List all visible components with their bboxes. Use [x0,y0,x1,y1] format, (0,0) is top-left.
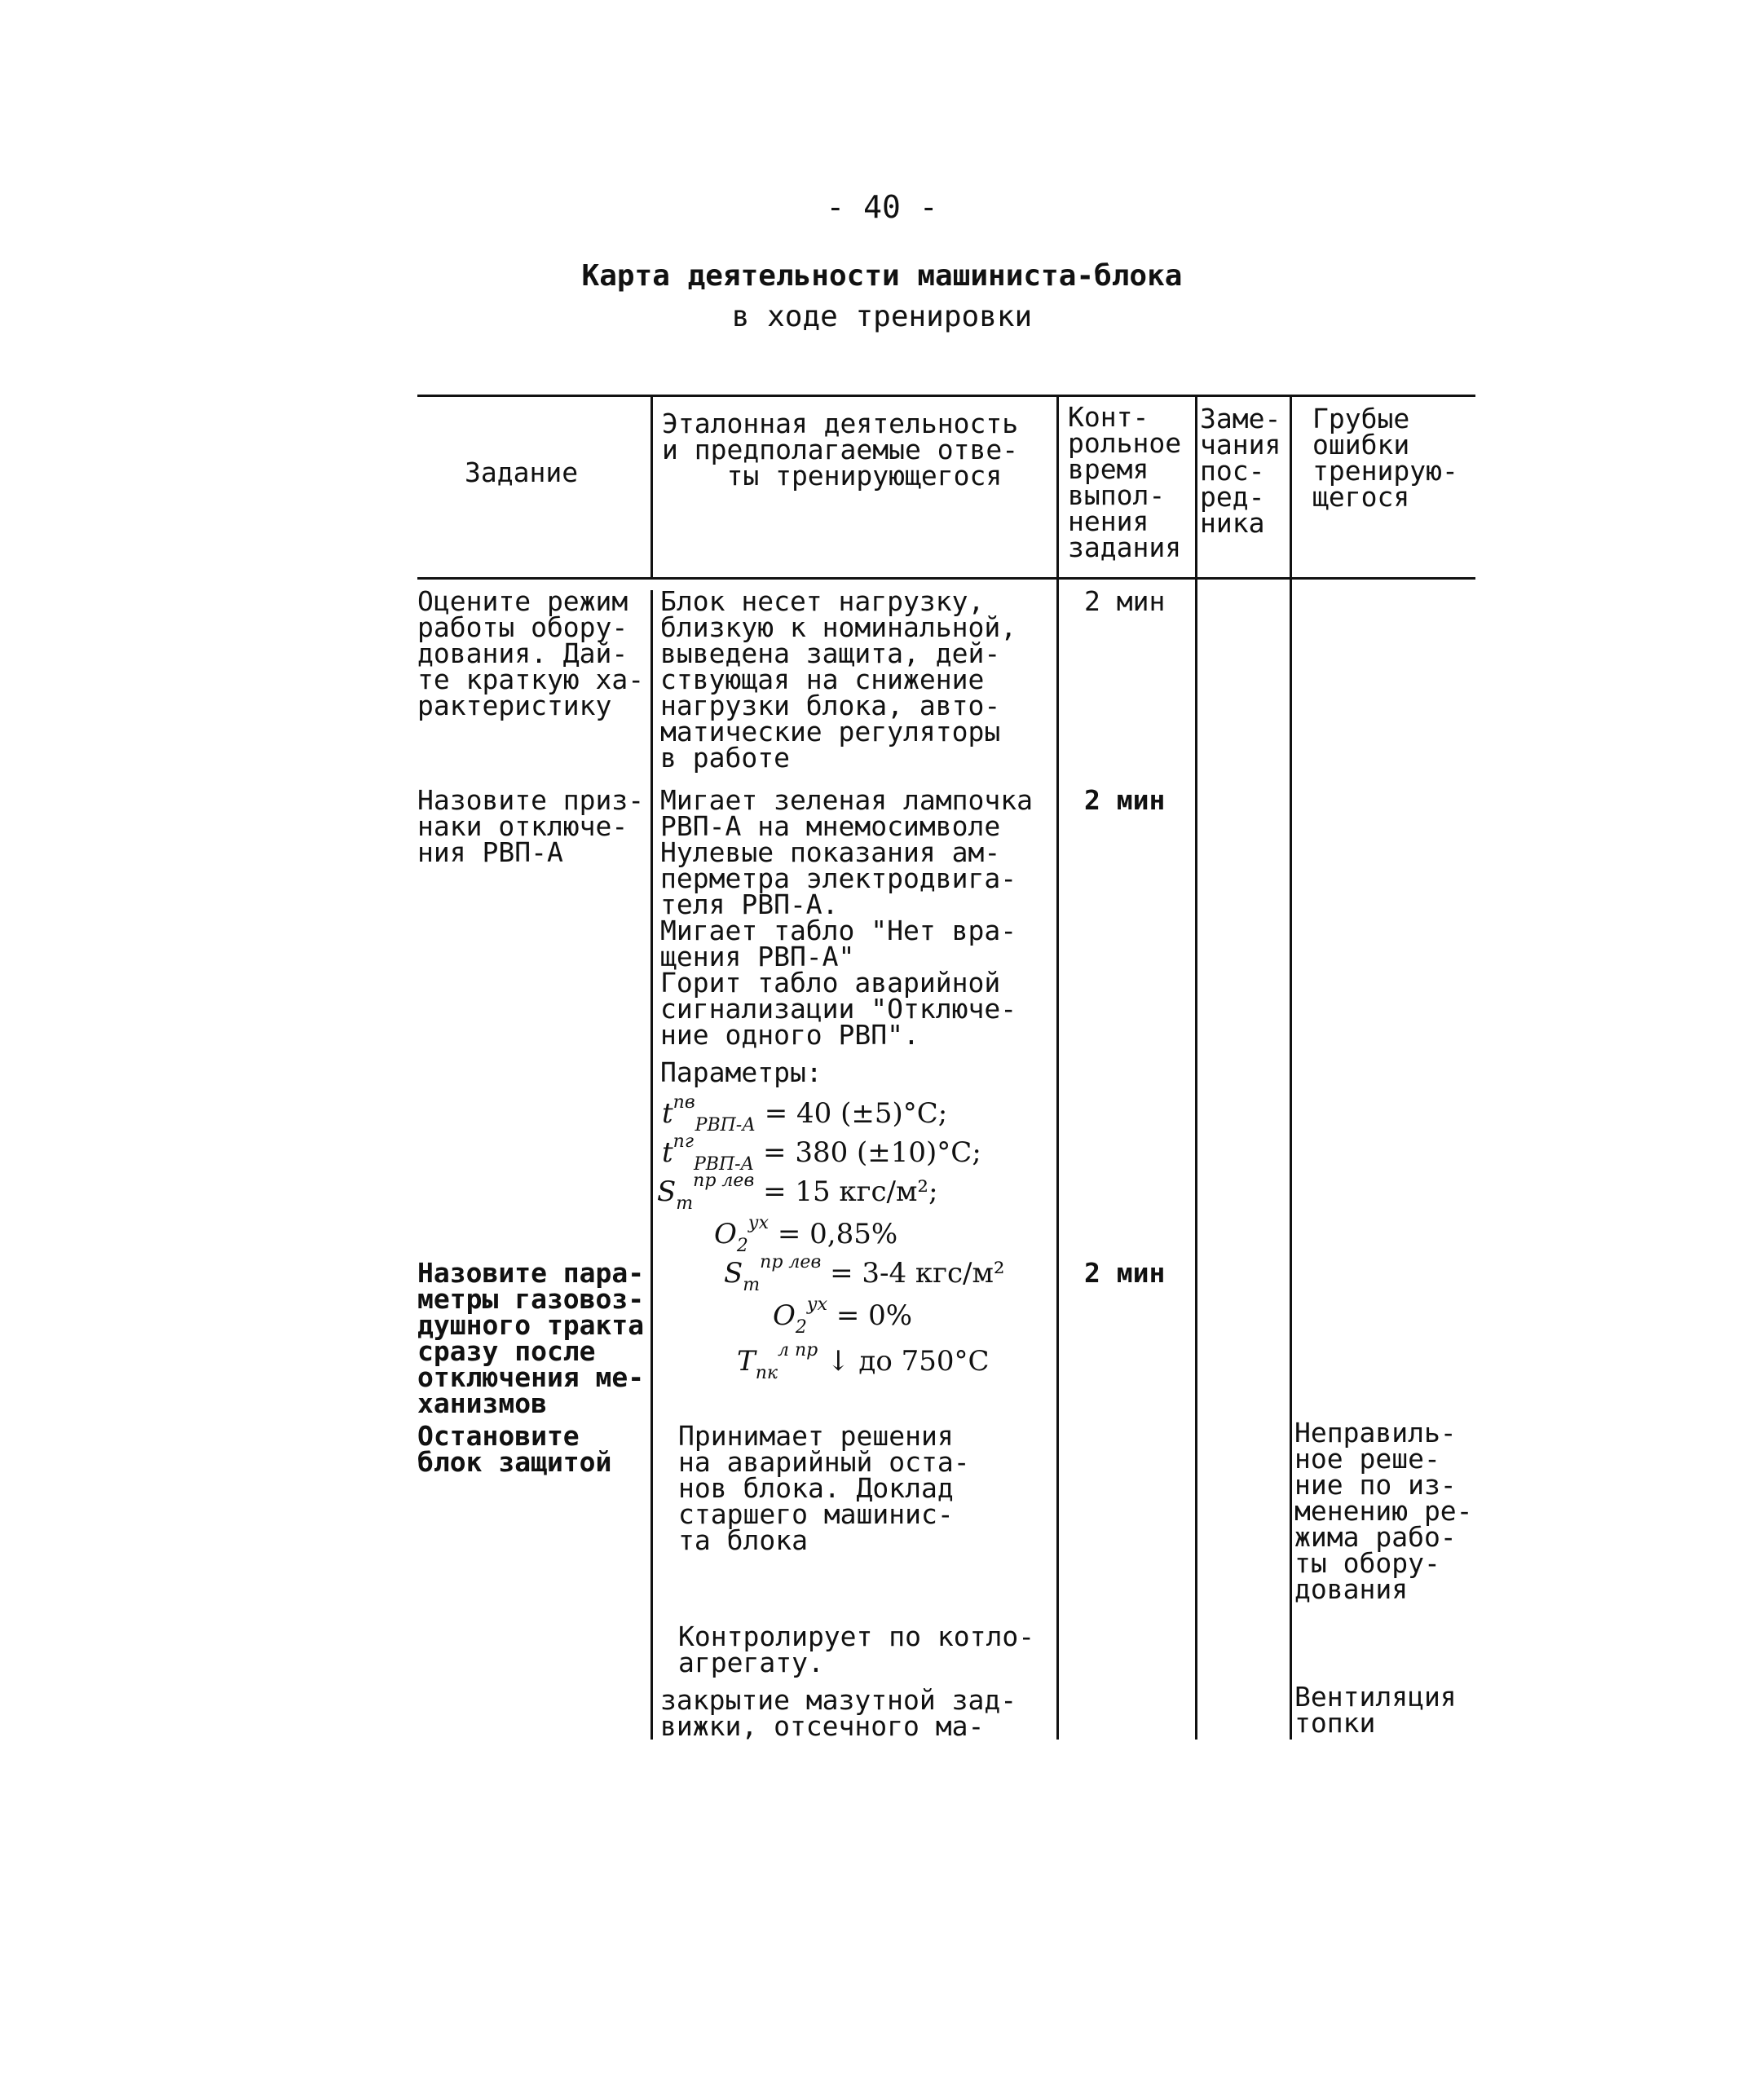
formula-3: $S_т^{пр лев} = 15$ кгс/м²; [657,1171,938,1214]
formula-7: $T_{пк}^{л пр}$ ↓ до 750°С [737,1340,990,1383]
column-divider-3 [1195,395,1197,1740]
row4-errors: Неправиль- ное реше- ние по из- менению ре- жима рабо- ты обору- дования [1294,1417,1473,1605]
formula-2: $t^{пг}_{РВП-А} = 380$ (±10)°С; [662,1131,981,1175]
header-task: Задание [465,456,579,488]
row1-time: 2 мин [1084,585,1166,617]
header-time: Конт- рольное время выпол- нения задания [1068,401,1182,563]
parameters-label: Параметры: [660,1056,822,1088]
column-divider-1b [650,590,653,1740]
page-number: - 40 - [826,189,938,225]
header-remarks: Заме- чания пос- ред- ника [1200,403,1281,539]
column-divider-4 [1290,395,1292,1740]
row4-task: Остановите блок защитой [417,1420,612,1478]
row1-task: Оцените режим работы обору- дования. Дай- те краткую ха- рактеристику [417,585,645,721]
formula-6: $O_2^{ух} = 0\%$ [773,1294,913,1338]
header-reference: Эталонная деятельность и предполагаемые отве- ты тренирующегося [662,408,1019,492]
page-title: Карта деятельности машиниста-блока [581,259,1183,293]
formula-4: $O_2^{ух} = 0,85\%$ [714,1213,898,1256]
row6-errors: Вентиляция топки [1294,1681,1457,1739]
row1-reference: Блок несет нагрузку, близкую к номинальной, выведена защита, дей- ствующая на снижение нагрузки блока, авто- матические регуляторы в работе [660,585,1017,774]
row3-task: Назовите пара- метры газовоз- душного тракта сразу после отключения ме- ханизмов [417,1257,645,1419]
row2-task: Назовите приз- наки отключе- ния РВП-А [417,784,645,868]
row2-time: 2 мин [1084,784,1166,816]
row4-reference: Принимает решения на аварийный оста- нов блока. Доклад старшего машинис- та блока [678,1420,970,1556]
table-top-rule [417,395,1475,397]
row2-reference: Мигает зеленая лампочка РВП-А на мнемосимволе Нулевые показания ам- перметра электродвига- теля РВП-А. Мигает табло "Нет вра- щения РВП-А" Горит табло аварийной сигнализации "Отключе- ние одного РВП". [660,784,1033,1051]
header-errors: Грубые ошибки тренирую- щегося [1312,403,1458,513]
header-bottom-rule [417,577,1475,580]
row5-reference: Контролирует по котло- агрегату. [678,1621,1035,1678]
column-divider-2 [1056,395,1059,1740]
row6-reference: закрытие мазутной зад- вижки, отсечного ма- [660,1684,1017,1742]
formula-5: $S_т^{пр лев} = 3-4$ кгс/м² [724,1252,1005,1295]
column-divider-1 [650,395,653,577]
row3-time: 2 мин [1084,1257,1166,1289]
page-subtitle: в ходе тренировки [731,300,1033,333]
formula-1: $t^{пв}_{РВП-А} = 40$ (±5)°С; [662,1092,948,1135]
